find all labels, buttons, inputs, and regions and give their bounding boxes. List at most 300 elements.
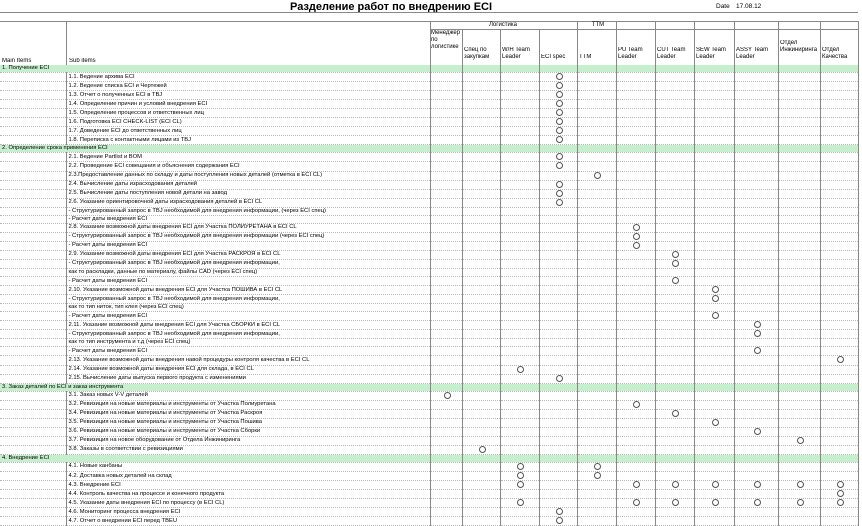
responsibility-cell[interactable]: [820, 277, 858, 286]
responsibility-cell[interactable]: [462, 454, 500, 462]
responsibility-cell[interactable]: [734, 118, 778, 127]
responsibility-cell[interactable]: [778, 374, 820, 383]
responsibility-cell[interactable]: [820, 499, 858, 508]
responsibility-cell[interactable]: [500, 391, 539, 400]
main-item-cell[interactable]: [0, 153, 66, 162]
responsibility-cell[interactable]: [655, 374, 694, 383]
sub-item-cell[interactable]: 2.15. Вычисление даты выпуска первого продукта с изменениями: [66, 374, 430, 383]
responsibility-cell[interactable]: [539, 321, 577, 330]
sub-item-cell[interactable]: как то тип инструмента и т.д (через ECI спец): [66, 339, 430, 347]
responsibility-cell[interactable]: [430, 286, 462, 295]
responsibility-cell[interactable]: [616, 347, 655, 356]
responsibility-cell[interactable]: [430, 339, 462, 347]
responsibility-cell[interactable]: [616, 171, 655, 180]
sub-item-cell[interactable]: - Расчет даты внедрения ECI: [66, 312, 430, 321]
responsibility-cell[interactable]: [616, 277, 655, 286]
responsibility-cell[interactable]: [430, 118, 462, 127]
responsibility-cell[interactable]: [500, 73, 539, 82]
responsibility-cell[interactable]: [655, 65, 694, 73]
sub-item-cell[interactable]: 2.14. Указание возможной даты внедрения ECI для склада, в ECI CL: [66, 365, 430, 374]
responsibility-cell[interactable]: [778, 198, 820, 207]
responsibility-cell[interactable]: [694, 295, 734, 304]
main-item-cell[interactable]: [0, 295, 66, 304]
responsibility-cell[interactable]: [655, 232, 694, 241]
responsibility-cell[interactable]: [462, 189, 500, 198]
sub-item-cell[interactable]: 3.8. Заказы в соответствии с ревизициями: [66, 445, 430, 454]
sub-item-cell[interactable]: 4.3. Внедрение ECI: [66, 481, 430, 490]
sub-item-cell[interactable]: 4.6. Мониторинг процесса внедрения ECI: [66, 508, 430, 517]
responsibility-cell[interactable]: [778, 250, 820, 259]
responsibility-cell[interactable]: [616, 198, 655, 207]
responsibility-cell[interactable]: [734, 241, 778, 250]
responsibility-cell[interactable]: [539, 277, 577, 286]
responsibility-cell[interactable]: [539, 365, 577, 374]
responsibility-cell[interactable]: [462, 517, 500, 526]
responsibility-cell[interactable]: [430, 145, 462, 153]
responsibility-cell[interactable]: [778, 365, 820, 374]
responsibility-cell[interactable]: [539, 286, 577, 295]
responsibility-cell[interactable]: [577, 189, 616, 198]
responsibility-cell[interactable]: [430, 330, 462, 339]
responsibility-cell[interactable]: [694, 136, 734, 145]
responsibility-cell[interactable]: [577, 499, 616, 508]
responsibility-cell[interactable]: [616, 65, 655, 73]
main-item-cell[interactable]: [0, 241, 66, 250]
responsibility-cell[interactable]: [500, 223, 539, 232]
responsibility-cell[interactable]: [616, 73, 655, 82]
date-value[interactable]: 17.08.12: [736, 3, 762, 10]
responsibility-cell[interactable]: [539, 374, 577, 383]
responsibility-cell[interactable]: [734, 91, 778, 100]
responsibility-cell[interactable]: [694, 215, 734, 223]
responsibility-cell[interactable]: [655, 286, 694, 295]
responsibility-cell[interactable]: [430, 454, 462, 462]
sub-item-cell[interactable]: 2.6. Указание ориентировочной даты израсходования деталей в ECI CL: [66, 198, 430, 207]
responsibility-cell[interactable]: [616, 374, 655, 383]
responsibility-cell[interactable]: [694, 207, 734, 215]
responsibility-cell[interactable]: [616, 162, 655, 171]
responsibility-cell[interactable]: [539, 383, 577, 391]
responsibility-cell[interactable]: [694, 330, 734, 339]
responsibility-cell[interactable]: [655, 145, 694, 153]
main-item-cell[interactable]: [0, 391, 66, 400]
responsibility-cell[interactable]: [577, 445, 616, 454]
sub-item-cell[interactable]: 4.1. Новые канбаны: [66, 462, 430, 471]
responsibility-cell[interactable]: [694, 171, 734, 180]
responsibility-cell[interactable]: [430, 400, 462, 409]
main-item-cell[interactable]: [0, 339, 66, 347]
responsibility-cell[interactable]: [462, 171, 500, 180]
responsibility-cell[interactable]: [820, 490, 858, 499]
responsibility-cell[interactable]: [655, 153, 694, 162]
responsibility-cell[interactable]: [734, 383, 778, 391]
responsibility-cell[interactable]: [577, 481, 616, 490]
responsibility-cell[interactable]: [539, 445, 577, 454]
responsibility-cell[interactable]: [694, 454, 734, 462]
responsibility-cell[interactable]: [577, 268, 616, 276]
responsibility-cell[interactable]: [500, 127, 539, 136]
responsibility-cell[interactable]: [462, 330, 500, 339]
sub-item-cell[interactable]: 3.7. Ревизиция на новое оборудование от Отдела Инжиниринга: [66, 436, 430, 445]
responsibility-cell[interactable]: [577, 427, 616, 436]
responsibility-cell[interactable]: [616, 286, 655, 295]
responsibility-cell[interactable]: [778, 391, 820, 400]
responsibility-cell[interactable]: [539, 268, 577, 276]
responsibility-cell[interactable]: [734, 330, 778, 339]
responsibility-cell[interactable]: [694, 517, 734, 526]
responsibility-cell[interactable]: [694, 383, 734, 391]
responsibility-cell[interactable]: [430, 418, 462, 427]
responsibility-cell[interactable]: [577, 223, 616, 232]
responsibility-cell[interactable]: [734, 490, 778, 499]
responsibility-cell[interactable]: [462, 436, 500, 445]
responsibility-cell[interactable]: [778, 347, 820, 356]
header-purchasing-spec[interactable]: Спец по закупкам: [464, 47, 490, 60]
responsibility-cell[interactable]: [694, 436, 734, 445]
header-eci-spec[interactable]: ECI spec: [541, 54, 566, 60]
responsibility-cell[interactable]: [778, 118, 820, 127]
responsibility-cell[interactable]: [577, 391, 616, 400]
responsibility-cell[interactable]: [694, 347, 734, 356]
responsibility-cell[interactable]: [430, 250, 462, 259]
responsibility-cell[interactable]: [430, 517, 462, 526]
responsibility-cell[interactable]: [694, 356, 734, 365]
responsibility-cell[interactable]: [616, 304, 655, 312]
responsibility-cell[interactable]: [820, 472, 858, 481]
responsibility-cell[interactable]: [500, 232, 539, 241]
header-ttm[interactable]: TTM: [579, 54, 592, 60]
responsibility-cell[interactable]: [500, 517, 539, 526]
responsibility-cell[interactable]: [616, 365, 655, 374]
main-item-cell[interactable]: [0, 472, 66, 481]
responsibility-cell[interactable]: [616, 189, 655, 198]
responsibility-cell[interactable]: [462, 490, 500, 499]
responsibility-cell[interactable]: [778, 109, 820, 118]
responsibility-cell[interactable]: [820, 391, 858, 400]
main-item-cell[interactable]: 3. Заказ деталей по ECI и заказ инструмента: [0, 383, 430, 391]
responsibility-cell[interactable]: [462, 153, 500, 162]
responsibility-cell[interactable]: [539, 347, 577, 356]
main-item-cell[interactable]: [0, 127, 66, 136]
responsibility-cell[interactable]: [820, 418, 858, 427]
responsibility-cell[interactable]: [616, 517, 655, 526]
responsibility-cell[interactable]: [820, 286, 858, 295]
main-item-cell[interactable]: [0, 347, 66, 356]
responsibility-cell[interactable]: [778, 73, 820, 82]
main-item-cell[interactable]: [0, 365, 66, 374]
responsibility-cell[interactable]: [734, 356, 778, 365]
responsibility-cell[interactable]: [820, 250, 858, 259]
responsibility-cell[interactable]: [820, 304, 858, 312]
sub-item-cell[interactable]: как то раскладки, данные по материалу, файлы CAD (через ECI спец): [66, 268, 430, 276]
responsibility-cell[interactable]: [539, 215, 577, 223]
responsibility-cell[interactable]: [778, 127, 820, 136]
responsibility-cell[interactable]: [616, 400, 655, 409]
header-engineering-dept[interactable]: Отдел Инжиниринга: [780, 40, 818, 53]
responsibility-cell[interactable]: [462, 259, 500, 268]
responsibility-cell[interactable]: [655, 304, 694, 312]
responsibility-cell[interactable]: [539, 490, 577, 499]
responsibility-cell[interactable]: [820, 65, 858, 73]
responsibility-cell[interactable]: [500, 295, 539, 304]
responsibility-cell[interactable]: [655, 241, 694, 250]
responsibility-cell[interactable]: [778, 472, 820, 481]
responsibility-cell[interactable]: [430, 409, 462, 418]
responsibility-cell[interactable]: [577, 180, 616, 189]
responsibility-cell[interactable]: [539, 91, 577, 100]
responsibility-cell[interactable]: [577, 215, 616, 223]
responsibility-cell[interactable]: [820, 321, 858, 330]
responsibility-cell[interactable]: [616, 472, 655, 481]
responsibility-cell[interactable]: [462, 250, 500, 259]
responsibility-cell[interactable]: [462, 91, 500, 100]
responsibility-cell[interactable]: [539, 171, 577, 180]
responsibility-cell[interactable]: [430, 304, 462, 312]
main-item-cell[interactable]: [0, 481, 66, 490]
responsibility-cell[interactable]: [462, 207, 500, 215]
responsibility-cell[interactable]: [577, 118, 616, 127]
main-item-cell[interactable]: [0, 436, 66, 445]
responsibility-cell[interactable]: [430, 321, 462, 330]
main-item-cell[interactable]: [0, 198, 66, 207]
responsibility-cell[interactable]: [616, 339, 655, 347]
header-sew-team-leader[interactable]: SEW Team Leader: [696, 47, 726, 60]
responsibility-cell[interactable]: [577, 286, 616, 295]
responsibility-cell[interactable]: [430, 241, 462, 250]
responsibility-cell[interactable]: [539, 207, 577, 215]
responsibility-cell[interactable]: [462, 462, 500, 471]
responsibility-cell[interactable]: [820, 383, 858, 391]
responsibility-cell[interactable]: [430, 268, 462, 276]
responsibility-cell[interactable]: [778, 499, 820, 508]
responsibility-cell[interactable]: [430, 73, 462, 82]
responsibility-cell[interactable]: [655, 436, 694, 445]
responsibility-cell[interactable]: [655, 73, 694, 82]
responsibility-cell[interactable]: [462, 481, 500, 490]
responsibility-cell[interactable]: [734, 462, 778, 471]
responsibility-cell[interactable]: [655, 391, 694, 400]
responsibility-cell[interactable]: [734, 259, 778, 268]
responsibility-cell[interactable]: [694, 490, 734, 499]
responsibility-cell[interactable]: [820, 223, 858, 232]
responsibility-cell[interactable]: [577, 462, 616, 471]
responsibility-cell[interactable]: [462, 215, 500, 223]
responsibility-cell[interactable]: [778, 268, 820, 276]
responsibility-cell[interactable]: [734, 207, 778, 215]
main-item-cell[interactable]: [0, 100, 66, 109]
responsibility-cell[interactable]: [734, 365, 778, 374]
responsibility-cell[interactable]: [539, 391, 577, 400]
responsibility-cell[interactable]: [500, 189, 539, 198]
responsibility-cell[interactable]: [500, 400, 539, 409]
responsibility-cell[interactable]: [694, 223, 734, 232]
responsibility-cell[interactable]: [430, 198, 462, 207]
main-item-cell[interactable]: [0, 330, 66, 339]
main-item-cell[interactable]: [0, 356, 66, 365]
responsibility-cell[interactable]: [500, 436, 539, 445]
responsibility-cell[interactable]: [500, 365, 539, 374]
sub-item-cell[interactable]: 2.13. Указание возможной даты внедрения навой процедуры контроля качества в ECI CL: [66, 356, 430, 365]
responsibility-cell[interactable]: [577, 365, 616, 374]
responsibility-cell[interactable]: [539, 118, 577, 127]
responsibility-cell[interactable]: [430, 374, 462, 383]
responsibility-cell[interactable]: [778, 286, 820, 295]
responsibility-cell[interactable]: [820, 82, 858, 91]
responsibility-cell[interactable]: [655, 198, 694, 207]
responsibility-cell[interactable]: [616, 436, 655, 445]
responsibility-cell[interactable]: [430, 436, 462, 445]
responsibility-cell[interactable]: [734, 73, 778, 82]
responsibility-cell[interactable]: [539, 145, 577, 153]
responsibility-cell[interactable]: [500, 100, 539, 109]
responsibility-cell[interactable]: [694, 312, 734, 321]
sub-item-cell[interactable]: 3.1. Заказ новых V-V деталей: [66, 391, 430, 400]
responsibility-cell[interactable]: [694, 286, 734, 295]
responsibility-cell[interactable]: [820, 445, 858, 454]
responsibility-cell[interactable]: [734, 339, 778, 347]
responsibility-cell[interactable]: [778, 445, 820, 454]
responsibility-cell[interactable]: [820, 100, 858, 109]
main-item-cell[interactable]: [0, 462, 66, 471]
responsibility-cell[interactable]: [462, 136, 500, 145]
responsibility-cell[interactable]: [500, 445, 539, 454]
header-assy-team-leader[interactable]: ASSY Team Leader: [736, 47, 769, 60]
responsibility-cell[interactable]: [577, 508, 616, 517]
responsibility-cell[interactable]: [616, 295, 655, 304]
responsibility-cell[interactable]: [616, 499, 655, 508]
responsibility-cell[interactable]: [616, 153, 655, 162]
responsibility-cell[interactable]: [778, 162, 820, 171]
responsibility-cell[interactable]: [430, 427, 462, 436]
responsibility-cell[interactable]: [539, 454, 577, 462]
responsibility-cell[interactable]: [539, 223, 577, 232]
responsibility-cell[interactable]: [577, 153, 616, 162]
main-item-cell[interactable]: [0, 268, 66, 276]
main-item-cell[interactable]: [0, 499, 66, 508]
responsibility-cell[interactable]: [616, 454, 655, 462]
main-item-cell[interactable]: [0, 189, 66, 198]
responsibility-cell[interactable]: [616, 250, 655, 259]
responsibility-cell[interactable]: [694, 241, 734, 250]
responsibility-cell[interactable]: [655, 330, 694, 339]
sub-item-cell[interactable]: - Расчет даты внедрения ECI: [66, 277, 430, 286]
responsibility-cell[interactable]: [577, 109, 616, 118]
sub-item-cell[interactable]: 1.8. Переписка с контактными лицами из TBJ: [66, 136, 430, 145]
responsibility-cell[interactable]: [734, 136, 778, 145]
responsibility-cell[interactable]: [694, 409, 734, 418]
responsibility-cell[interactable]: [616, 427, 655, 436]
responsibility-cell[interactable]: [500, 330, 539, 339]
main-item-cell[interactable]: [0, 118, 66, 127]
responsibility-cell[interactable]: [462, 277, 500, 286]
responsibility-cell[interactable]: [820, 508, 858, 517]
responsibility-cell[interactable]: [778, 259, 820, 268]
responsibility-cell[interactable]: [577, 207, 616, 215]
sub-item-cell[interactable]: 1.4. Определение причин и условий внедрения ECI: [66, 100, 430, 109]
responsibility-cell[interactable]: [500, 109, 539, 118]
responsibility-cell[interactable]: [734, 508, 778, 517]
responsibility-cell[interactable]: [616, 321, 655, 330]
main-item-cell[interactable]: [0, 82, 66, 91]
responsibility-cell[interactable]: [655, 189, 694, 198]
responsibility-cell[interactable]: [694, 365, 734, 374]
responsibility-cell[interactable]: [734, 65, 778, 73]
responsibility-cell[interactable]: [500, 383, 539, 391]
responsibility-cell[interactable]: [778, 189, 820, 198]
responsibility-cell[interactable]: [778, 82, 820, 91]
main-item-cell[interactable]: [0, 517, 66, 526]
responsibility-cell[interactable]: [616, 330, 655, 339]
responsibility-cell[interactable]: [500, 490, 539, 499]
responsibility-cell[interactable]: [655, 223, 694, 232]
responsibility-cell[interactable]: [539, 100, 577, 109]
responsibility-cell[interactable]: [539, 436, 577, 445]
responsibility-cell[interactable]: [734, 268, 778, 276]
sub-item-cell[interactable]: 1.2. Ведение списка ECI и Чертежей: [66, 82, 430, 91]
responsibility-cell[interactable]: [778, 145, 820, 153]
sub-item-cell[interactable]: 1.1. Ведение архива ECI: [66, 73, 430, 82]
responsibility-cell[interactable]: [694, 418, 734, 427]
responsibility-cell[interactable]: [500, 259, 539, 268]
main-item-cell[interactable]: [0, 180, 66, 189]
responsibility-cell[interactable]: [462, 73, 500, 82]
responsibility-cell[interactable]: [820, 259, 858, 268]
responsibility-cell[interactable]: [539, 109, 577, 118]
responsibility-cell[interactable]: [734, 409, 778, 418]
responsibility-cell[interactable]: [734, 427, 778, 436]
responsibility-cell[interactable]: [778, 356, 820, 365]
responsibility-cell[interactable]: [734, 436, 778, 445]
main-item-cell[interactable]: [0, 400, 66, 409]
responsibility-cell[interactable]: [500, 312, 539, 321]
responsibility-cell[interactable]: [577, 73, 616, 82]
responsibility-cell[interactable]: [820, 427, 858, 436]
responsibility-cell[interactable]: [734, 223, 778, 232]
responsibility-cell[interactable]: [734, 445, 778, 454]
responsibility-cell[interactable]: [616, 312, 655, 321]
responsibility-cell[interactable]: [430, 347, 462, 356]
responsibility-cell[interactable]: [655, 321, 694, 330]
responsibility-cell[interactable]: [430, 295, 462, 304]
responsibility-cell[interactable]: [500, 65, 539, 73]
responsibility-cell[interactable]: [694, 339, 734, 347]
responsibility-cell[interactable]: [655, 295, 694, 304]
responsibility-cell[interactable]: [616, 409, 655, 418]
responsibility-cell[interactable]: [462, 127, 500, 136]
responsibility-cell[interactable]: [655, 180, 694, 189]
responsibility-cell[interactable]: [778, 418, 820, 427]
responsibility-cell[interactable]: [430, 259, 462, 268]
responsibility-cell[interactable]: [430, 65, 462, 73]
sub-item-cell[interactable]: 2.2. Проведение ECI совещания и объяснения содержания ECI: [66, 162, 430, 171]
responsibility-cell[interactable]: [616, 259, 655, 268]
sub-item-cell[interactable]: 2.3.Предоставление данных по складу и даты поступления новых деталей (отметка в ECI CL): [66, 171, 430, 180]
responsibility-cell[interactable]: [778, 400, 820, 409]
responsibility-cell[interactable]: [616, 207, 655, 215]
header-pu-team-leader[interactable]: PU Team Leader: [618, 47, 643, 60]
responsibility-cell[interactable]: [539, 400, 577, 409]
responsibility-cell[interactable]: [462, 339, 500, 347]
sub-item-cell[interactable]: - Структурированный запрос в TBJ необходимой для внедрения информации, (через ECI спец): [66, 207, 430, 215]
responsibility-cell[interactable]: [694, 232, 734, 241]
responsibility-cell[interactable]: [577, 356, 616, 365]
responsibility-cell[interactable]: [778, 232, 820, 241]
responsibility-cell[interactable]: [577, 330, 616, 339]
responsibility-cell[interactable]: [462, 321, 500, 330]
responsibility-cell[interactable]: [500, 118, 539, 127]
responsibility-cell[interactable]: [577, 517, 616, 526]
responsibility-cell[interactable]: [500, 427, 539, 436]
